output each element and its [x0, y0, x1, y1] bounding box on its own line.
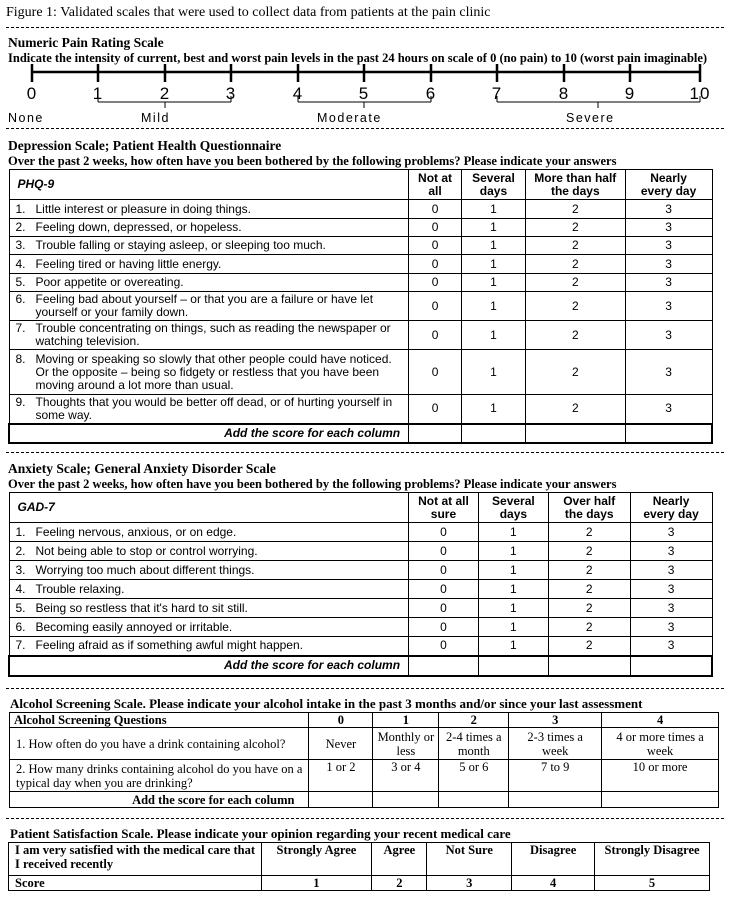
alcohol-header: Alcohol Screening Questions — [10, 713, 309, 728]
satisfaction-question: I am very satisfied with the medical care that I received recently — [9, 843, 262, 876]
gad-col-1: Several days — [478, 493, 548, 523]
alcohol-table — [9, 712, 719, 808]
scale-label-none: None — [8, 111, 44, 125]
gad-col-3: Nearly every day — [630, 493, 712, 523]
scale-number-3: 3 — [225, 84, 237, 103]
table-row: 2. Not being able to stop or control worrying. 0 1 2 3 — [9, 542, 712, 561]
gad-table — [8, 492, 713, 677]
satisfaction-col-not-sure: Not Sure — [427, 843, 512, 876]
phq-sum-cell[interactable] — [625, 424, 712, 443]
satisfaction-score-cell[interactable]: 2 — [372, 876, 427, 891]
alcohol-sum-cell[interactable] — [602, 792, 719, 808]
phq-col-2: More than half the days — [525, 170, 625, 200]
pain-scale-instruction: Indicate the intensity of current, best and worst pain levels in the past 24 hours on scale of 0 (no pain) to 10 (worst pain imaginable) — [8, 51, 708, 65]
alcohol-col-2: 2 — [439, 713, 509, 728]
scale-number-10: 10 — [689, 84, 711, 103]
divider — [6, 27, 724, 28]
phq-col-1: Several days — [462, 170, 526, 200]
alcohol-title: Alcohol Screening Scale. Please indicate your alcohol intake in the past 3 months and/or since your last assessment — [10, 696, 643, 711]
satisfaction-score-cell[interactable]: 1 — [261, 876, 372, 891]
gad-sum-row: Add the score for each column — [9, 656, 712, 676]
table-row: 2. Feeling down, depressed, or hopeless. 0 1 2 3 — [9, 219, 712, 237]
scale-number-9: 9 — [624, 84, 636, 103]
divider — [6, 452, 724, 453]
pain-scale-title: Numeric Pain Rating Scale — [8, 35, 164, 50]
phq-header: PHQ-9 — [9, 170, 409, 200]
alcohol-sum-cell[interactable] — [373, 792, 439, 808]
gad-sum-cell[interactable] — [478, 656, 548, 676]
alcohol-sum-cell[interactable] — [509, 792, 602, 808]
table-row: 5. Poor appetite or overeating. 0 1 2 3 — [9, 274, 712, 292]
alcohol-sum-cell[interactable] — [439, 792, 509, 808]
gad-col-2: Over half the days — [548, 493, 630, 523]
phq-instruction: Over the past 2 weeks, how often have you been bothered by the following problems? Please indicate your answers — [8, 154, 617, 168]
scale-number-8: 8 — [558, 84, 570, 103]
gad-sum-cell[interactable] — [409, 656, 479, 676]
satisfaction-title: Patient Satisfaction Scale. Please indicate your opinion regarding your recent medical care — [10, 826, 511, 841]
scale-number-6: 6 — [425, 84, 437, 103]
alcohol-col-4: 4 — [602, 713, 719, 728]
satisfaction-table — [8, 842, 710, 891]
table-row: 1. Little interest or pleasure in doing things. 0 1 2 3 — [9, 200, 712, 219]
alcohol-sum-row: Add the score for each column — [10, 792, 719, 808]
gad-sum-cell[interactable] — [548, 656, 630, 676]
table-row: 4. Trouble relaxing. 0 1 2 3 — [9, 580, 712, 599]
scale-number-1: 1 — [92, 84, 104, 103]
phq-col-3: Nearly every day — [625, 170, 712, 200]
scale-number-7: 7 — [491, 84, 503, 103]
table-row: 7. Trouble concentrating on things, such as reading the newspaper or watching television. 0 1 2 3 — [9, 321, 712, 350]
satisfaction-score-cell[interactable]: 4 — [512, 876, 595, 891]
divider — [6, 128, 724, 129]
table-row: 3. Trouble falling or staying asleep, or sleeping too much. 0 1 2 3 — [9, 237, 712, 255]
alcohol-col-0: 0 — [309, 713, 373, 728]
figure-caption: Figure 1: Validated scales that were used to collect data from patients at the pain clinic — [6, 5, 491, 20]
satisfaction-col-strongly-agree: Strongly Agree — [261, 843, 372, 876]
table-row: 7. Feeling afraid as if something awful might happen. 0 1 2 3 — [9, 637, 712, 656]
gad-col-0: Not at all sure — [409, 493, 479, 523]
phq-table — [8, 169, 713, 444]
table-row: 2. How many drinks containing alcohol do you have on a typical day when you are drinking? 1 or 2 3 or 4 5 or 6 7 to 9 10 or more — [10, 760, 719, 792]
scale-label-moderate: Moderate — [317, 111, 382, 125]
gad-instruction: Over the past 2 weeks, how often have you been bothered by the following problems? Please indicate your answers — [8, 477, 617, 491]
phq-sum-row: Add the score for each column — [9, 424, 712, 443]
table-row: 6. Feeling bad about yourself – or that you are a failure or have let yourself or your family down. 0 1 2 3 — [9, 292, 712, 321]
alcohol-col-3: 3 — [509, 713, 602, 728]
scale-number-2: 2 — [159, 84, 171, 103]
satisfaction-score-cell[interactable]: 3 — [427, 876, 512, 891]
scale-number-5: 5 — [358, 84, 370, 103]
table-row: 6. Becoming easily annoyed or irritable. 0 1 2 3 — [9, 618, 712, 637]
scale-number-0: 0 — [26, 84, 38, 103]
phq-sum-cell[interactable] — [409, 424, 462, 443]
phq-sum-cell[interactable] — [525, 424, 625, 443]
scale-label-mild: Mild — [141, 111, 170, 125]
table-row: Score 1 2 3 4 5 — [9, 876, 710, 891]
phq-title: Depression Scale; Patient Health Questionnaire — [8, 138, 282, 153]
scale-label-severe: Severe — [566, 111, 615, 125]
divider — [6, 688, 724, 689]
table-row: 1. How often do you have a drink containing alcohol? Never Monthly or less 2-4 times a month 2-3 times a week 4 or more times a week — [10, 728, 719, 760]
satisfaction-col-agree: Agree — [372, 843, 427, 876]
table-row: 1. Feeling nervous, anxious, or on edge. 0 1 2 3 — [9, 523, 712, 542]
phq-col-0: Not at all — [409, 170, 462, 200]
alcohol-col-1: 1 — [373, 713, 439, 728]
table-row: 3. Worrying too much about different things. 0 1 2 3 — [9, 561, 712, 580]
satisfaction-score-cell[interactable]: 5 — [595, 876, 710, 891]
table-row: 8. Moving or speaking so slowly that other people could have noticed. Or the opposite – being so fidgety or restless that you have been moving around a lot more than usual. 0 1 2 3 — [9, 350, 712, 395]
satisfaction-col-disagree: Disagree — [512, 843, 595, 876]
phq-sum-cell[interactable] — [462, 424, 526, 443]
satisfaction-col-strongly-disagree: Strongly Disagree — [595, 843, 710, 876]
gad-header: GAD-7 — [9, 493, 409, 523]
table-row: 5. Being so restless that it's hard to sit still. 0 1 2 3 — [9, 599, 712, 618]
alcohol-sum-cell[interactable] — [309, 792, 373, 808]
scale-number-4: 4 — [292, 84, 304, 103]
gad-title: Anxiety Scale; General Anxiety Disorder Scale — [8, 461, 276, 476]
divider — [6, 818, 724, 819]
table-row: 4. Feeling tired or having little energy. 0 1 2 3 — [9, 255, 712, 274]
gad-sum-cell[interactable] — [630, 656, 712, 676]
table-row: 9. Thoughts that you would be better off dead, or of hurting yourself in some way. 0 1 2 3 — [9, 395, 712, 424]
